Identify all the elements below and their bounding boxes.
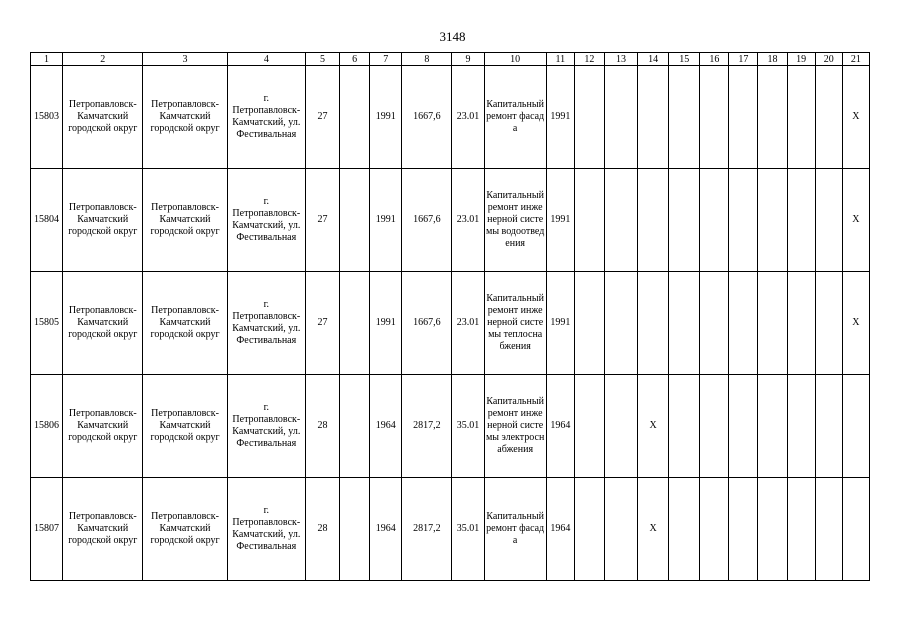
col-6-cell [340, 478, 370, 581]
address-cell: г. Петропавловск-Камчатский, ул. Фестивальная [227, 169, 305, 272]
house-number-cell: 27 [305, 272, 339, 375]
col-18-cell [758, 272, 787, 375]
col-13-cell [604, 169, 637, 272]
column-number-20: 20 [815, 53, 842, 66]
code-cell: 23.01 [452, 66, 484, 169]
column-number-5: 5 [305, 53, 339, 66]
col-15-cell [669, 272, 700, 375]
table-row [31, 272, 870, 375]
col-18-cell [758, 66, 787, 169]
col-19-cell [787, 478, 815, 581]
house-number-cell: 27 [305, 169, 339, 272]
col-17-cell [729, 169, 758, 272]
municipality-cell: Петропавловск-Камчатский городской округ [63, 169, 143, 272]
col-19-cell [787, 169, 815, 272]
column-number-12: 12 [574, 53, 604, 66]
record-id-cell: 15807 [31, 478, 63, 581]
col-20-cell [815, 375, 842, 478]
table-row [31, 169, 870, 272]
col-19-cell [787, 66, 815, 169]
address-cell: г. Петропавловск-Камчатский, ул. Фестивальная [227, 66, 305, 169]
year-cell: 1991 [546, 66, 574, 169]
col-16-cell [700, 169, 729, 272]
col-21-cell: X [842, 66, 869, 169]
column-number-9: 9 [452, 53, 484, 66]
record-id-cell: 15803 [31, 66, 63, 169]
col-12-cell [574, 169, 604, 272]
year-cell: 1991 [546, 272, 574, 375]
col-16-cell [700, 66, 729, 169]
column-number-2: 2 [63, 53, 143, 66]
col-20-cell [815, 478, 842, 581]
year-built-cell: 1964 [370, 375, 402, 478]
code-cell: 23.01 [452, 169, 484, 272]
column-number-header [31, 53, 870, 66]
column-number-21: 21 [842, 53, 869, 66]
house-number-cell: 28 [305, 478, 339, 581]
municipality-cell: Петропавловск-Камчатский городской округ [63, 66, 143, 169]
col-14-cell: X [638, 375, 669, 478]
col-18-cell [758, 478, 787, 581]
column-number-8: 8 [402, 53, 452, 66]
col-17-cell [729, 478, 758, 581]
col-13-cell [604, 375, 637, 478]
column-number-14: 14 [638, 53, 669, 66]
table-row [31, 478, 870, 581]
code-cell: 35.01 [452, 478, 484, 581]
col-16-cell [700, 478, 729, 581]
column-number-17: 17 [729, 53, 758, 66]
col-6-cell [340, 66, 370, 169]
address-cell: г. Петропавловск-Камчатский, ул. Фестивальная [227, 272, 305, 375]
column-number-19: 19 [787, 53, 815, 66]
col-6-cell [340, 272, 370, 375]
year-built-cell: 1991 [370, 169, 402, 272]
col-19-cell [787, 375, 815, 478]
record-id-cell: 15805 [31, 272, 63, 375]
table-row [31, 66, 870, 169]
record-id-cell: 15804 [31, 169, 63, 272]
municipality-cell: Петропавловск-Камчатский городской округ [63, 272, 143, 375]
year-built-cell: 1964 [370, 478, 402, 581]
col-13-cell [604, 478, 637, 581]
year-built-cell: 1991 [370, 272, 402, 375]
col-17-cell [729, 272, 758, 375]
col-18-cell [758, 169, 787, 272]
col-18-cell [758, 375, 787, 478]
municipal-district-cell: Петропавловск-Камчатский городской округ [143, 478, 227, 581]
col-15-cell [669, 169, 700, 272]
col-14-cell [638, 66, 669, 169]
col-15-cell [669, 478, 700, 581]
column-number-16: 16 [700, 53, 729, 66]
work-type-cell: Капитальный ремонт инженерной системы водоотведения [484, 169, 546, 272]
work-type-cell: Капитальный ремонт фасада [484, 478, 546, 581]
year-cell: 1991 [546, 169, 574, 272]
col-13-cell [604, 272, 637, 375]
col-14-cell [638, 169, 669, 272]
col-13-cell [604, 66, 637, 169]
year-cell: 1964 [546, 375, 574, 478]
registry-table [30, 52, 870, 581]
col-12-cell [574, 272, 604, 375]
address-cell: г. Петропавловск-Камчатский, ул. Фестивальная [227, 375, 305, 478]
table-body [31, 66, 870, 581]
column-number-11: 11 [546, 53, 574, 66]
column-number-10: 10 [484, 53, 546, 66]
column-number-7: 7 [370, 53, 402, 66]
page-number: 3148 [439, 29, 466, 44]
record-id-cell: 15806 [31, 375, 63, 478]
work-type-cell: Капитальный ремонт фасада [484, 66, 546, 169]
municipal-district-cell: Петропавловск-Камчатский городской округ [143, 66, 227, 169]
table-row [31, 375, 870, 478]
col-21-cell: X [842, 272, 869, 375]
municipal-district-cell: Петропавловск-Камчатский городской округ [143, 375, 227, 478]
area-cell: 1667,6 [402, 66, 452, 169]
column-number-18: 18 [758, 53, 787, 66]
col-17-cell [729, 375, 758, 478]
col-21-cell [842, 375, 869, 478]
code-cell: 35.01 [452, 375, 484, 478]
house-number-cell: 27 [305, 66, 339, 169]
area-cell: 1667,6 [402, 272, 452, 375]
address-cell: г. Петропавловск-Камчатский, ул. Фестивальная [227, 478, 305, 581]
municipal-district-cell: Петропавловск-Камчатский городской округ [143, 272, 227, 375]
col-16-cell [700, 375, 729, 478]
code-cell: 23.01 [452, 272, 484, 375]
col-16-cell [700, 272, 729, 375]
col-21-cell: X [842, 169, 869, 272]
year-cell: 1964 [546, 478, 574, 581]
col-17-cell [729, 66, 758, 169]
col-12-cell [574, 478, 604, 581]
col-12-cell [574, 66, 604, 169]
area-cell: 2817,2 [402, 478, 452, 581]
year-built-cell: 1991 [370, 66, 402, 169]
work-type-cell: Капитальный ремонт инженерной системы теплоснабжения [484, 272, 546, 375]
col-12-cell [574, 375, 604, 478]
col-20-cell [815, 272, 842, 375]
column-number-6: 6 [340, 53, 370, 66]
column-number-13: 13 [604, 53, 637, 66]
col-15-cell [669, 375, 700, 478]
col-14-cell: X [638, 478, 669, 581]
house-number-cell: 28 [305, 375, 339, 478]
work-type-cell: Капитальный ремонт инженерной системы электроснабжения [484, 375, 546, 478]
municipality-cell: Петропавловск-Камчатский городской округ [63, 478, 143, 581]
col-15-cell [669, 66, 700, 169]
col-21-cell [842, 478, 869, 581]
column-number-1: 1 [31, 53, 63, 66]
municipal-district-cell: Петропавловск-Камчатский городской округ [143, 169, 227, 272]
municipality-cell: Петропавловск-Камчатский городской округ [63, 375, 143, 478]
column-number-3: 3 [143, 53, 227, 66]
col-6-cell [340, 375, 370, 478]
col-20-cell [815, 66, 842, 169]
col-6-cell [340, 169, 370, 272]
area-cell: 2817,2 [402, 375, 452, 478]
col-14-cell [638, 272, 669, 375]
col-20-cell [815, 169, 842, 272]
col-19-cell [787, 272, 815, 375]
area-cell: 1667,6 [402, 169, 452, 272]
column-number-4: 4 [227, 53, 305, 66]
column-number-15: 15 [669, 53, 700, 66]
